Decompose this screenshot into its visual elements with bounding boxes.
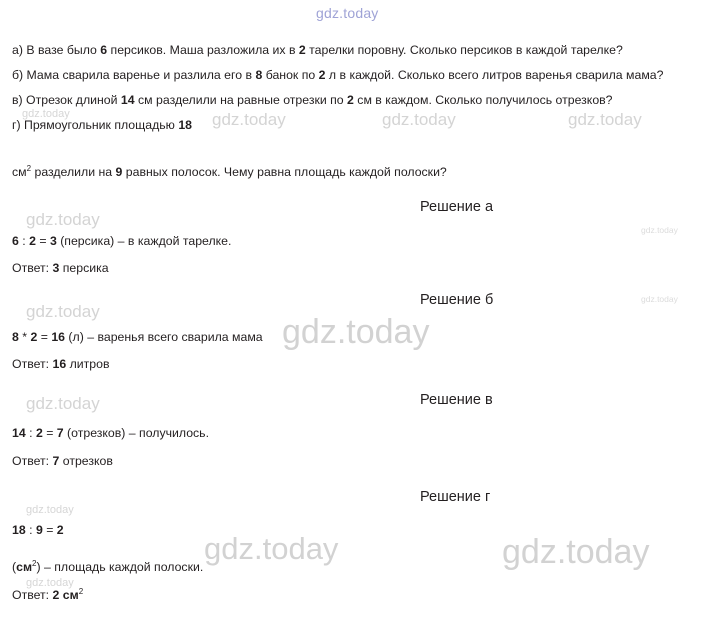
text-run: : <box>25 523 36 537</box>
text-run: 18 <box>12 523 26 537</box>
text-run: : <box>18 234 30 248</box>
solution-answer-b <box>12 357 110 371</box>
site-logo-text: gdz.today <box>316 5 379 21</box>
text-run: 8 <box>12 330 19 344</box>
text-run: см разделили на равные отрезки по <box>134 93 348 107</box>
problem-line-a <box>12 38 712 63</box>
solution-heading-b: Решение б <box>420 292 494 308</box>
text-run: 16 <box>51 330 66 344</box>
solution-heading-a: Решение а <box>420 199 494 215</box>
problem-line-g-1 <box>12 113 712 138</box>
watermark: gdz.today <box>641 225 678 235</box>
text-run: Ответ: <box>12 357 53 371</box>
text-run: см <box>59 588 79 602</box>
text-run: Ответ: <box>12 454 53 468</box>
text-run: 16 <box>52 357 67 371</box>
solution-calc-g-units <box>12 560 203 574</box>
solution-calc-b <box>12 330 263 344</box>
text-run: 9 <box>35 523 43 537</box>
solution-heading-v: Решение в <box>420 392 493 408</box>
watermark: gdz.today <box>26 504 74 516</box>
text-run: 3 <box>52 261 60 275</box>
text-run: 7 <box>52 454 60 468</box>
watermark: gdz.today <box>26 210 100 229</box>
text-run: 2 <box>318 68 326 82</box>
watermark: gdz.today <box>568 110 642 129</box>
text-run: тарелки поровну. Сколько персиков в каждой тарелке? <box>305 43 623 57</box>
watermark: gdz.today <box>502 533 650 571</box>
text-run: * <box>18 330 31 344</box>
text-run: = <box>35 234 50 248</box>
solution-heading-g: Решение г <box>420 489 491 505</box>
text-run: отрезков <box>59 454 113 468</box>
problem-line-g-2 <box>12 160 712 185</box>
site-logo <box>316 5 379 21</box>
text-run: (отрезков) – получилось. <box>63 426 210 440</box>
text-run: 2 <box>298 43 306 57</box>
text-run: 3 <box>49 234 57 248</box>
solution-calc-v <box>12 426 209 440</box>
text-run: б) Мама сварила варенье и разлила его в <box>12 68 256 82</box>
problem-line-v <box>12 88 712 113</box>
text-run: 14 <box>12 426 26 440</box>
watermark: gdz.today <box>382 110 456 129</box>
text-run: 14 <box>120 93 135 107</box>
text-run: : <box>25 426 36 440</box>
text-run: см в каждом. Сколько получилось отрезков? <box>353 93 613 107</box>
text-run: (л) – варенья всего сварила мама <box>65 330 263 344</box>
text-run: = <box>42 523 57 537</box>
text-run: 8 <box>255 68 263 82</box>
watermark: gdz.today <box>212 110 286 129</box>
text-run: равных полосок. Чему равна площадь каждой полоски? <box>122 165 447 179</box>
text-run: см <box>12 165 27 179</box>
text-run: см <box>16 560 33 574</box>
text-run: персиков. Маша разложила их в <box>107 43 299 57</box>
text-run: 2 <box>52 588 60 602</box>
watermark: gdz.today <box>26 577 74 589</box>
superscript: 2 <box>78 586 84 596</box>
solution-calc-a <box>12 234 231 248</box>
text-run: 9 <box>115 165 123 179</box>
solution-answer-a <box>12 261 109 275</box>
text-run: г) Прямоугольник площадью <box>12 118 179 132</box>
solution-answer-v <box>12 454 113 468</box>
watermark: gdz.today <box>282 313 430 351</box>
text-run: = <box>42 426 57 440</box>
text-run: 2 <box>30 330 38 344</box>
text-run: 7 <box>56 426 64 440</box>
text-run: в) Отрезок длиной <box>12 93 121 107</box>
watermark: gdz.today <box>22 108 70 120</box>
text-run: 6 <box>12 234 19 248</box>
text-run: а) В вазе было <box>12 43 101 57</box>
text-run: 18 <box>178 118 192 132</box>
text-run: (персика) – в каждой тарелке. <box>56 234 232 248</box>
text-run: 6 <box>100 43 108 57</box>
text-run: 2 <box>347 93 354 107</box>
watermark: gdz.today <box>26 394 100 413</box>
problem-statements <box>12 38 712 185</box>
text-run: ( <box>12 560 17 574</box>
text-run: Ответ: <box>12 261 53 275</box>
solution-calc-g <box>12 523 64 537</box>
text-run: литров <box>66 357 110 371</box>
superscript: 2 <box>32 558 37 568</box>
text-run: 2 <box>29 234 36 248</box>
text-run: персика <box>59 261 109 275</box>
text-run: = <box>37 330 52 344</box>
text-run: банок по <box>262 68 319 82</box>
text-run: 2 <box>35 426 43 440</box>
text-run: 2 <box>56 523 64 537</box>
watermark: gdz.today <box>204 531 339 566</box>
solution-answer-g <box>12 588 83 602</box>
text-run: разделили на <box>31 165 116 179</box>
text-run: ) – площадь каждой полоски. <box>36 560 204 574</box>
watermark: gdz.today <box>641 294 678 304</box>
text-run: Ответ: <box>12 588 53 602</box>
watermark: gdz.today <box>26 302 100 321</box>
problem-line-b <box>12 63 712 88</box>
text-run: л в каждой. Сколько всего литров варенья сварила мама? <box>325 68 664 82</box>
superscript: 2 <box>26 163 32 173</box>
